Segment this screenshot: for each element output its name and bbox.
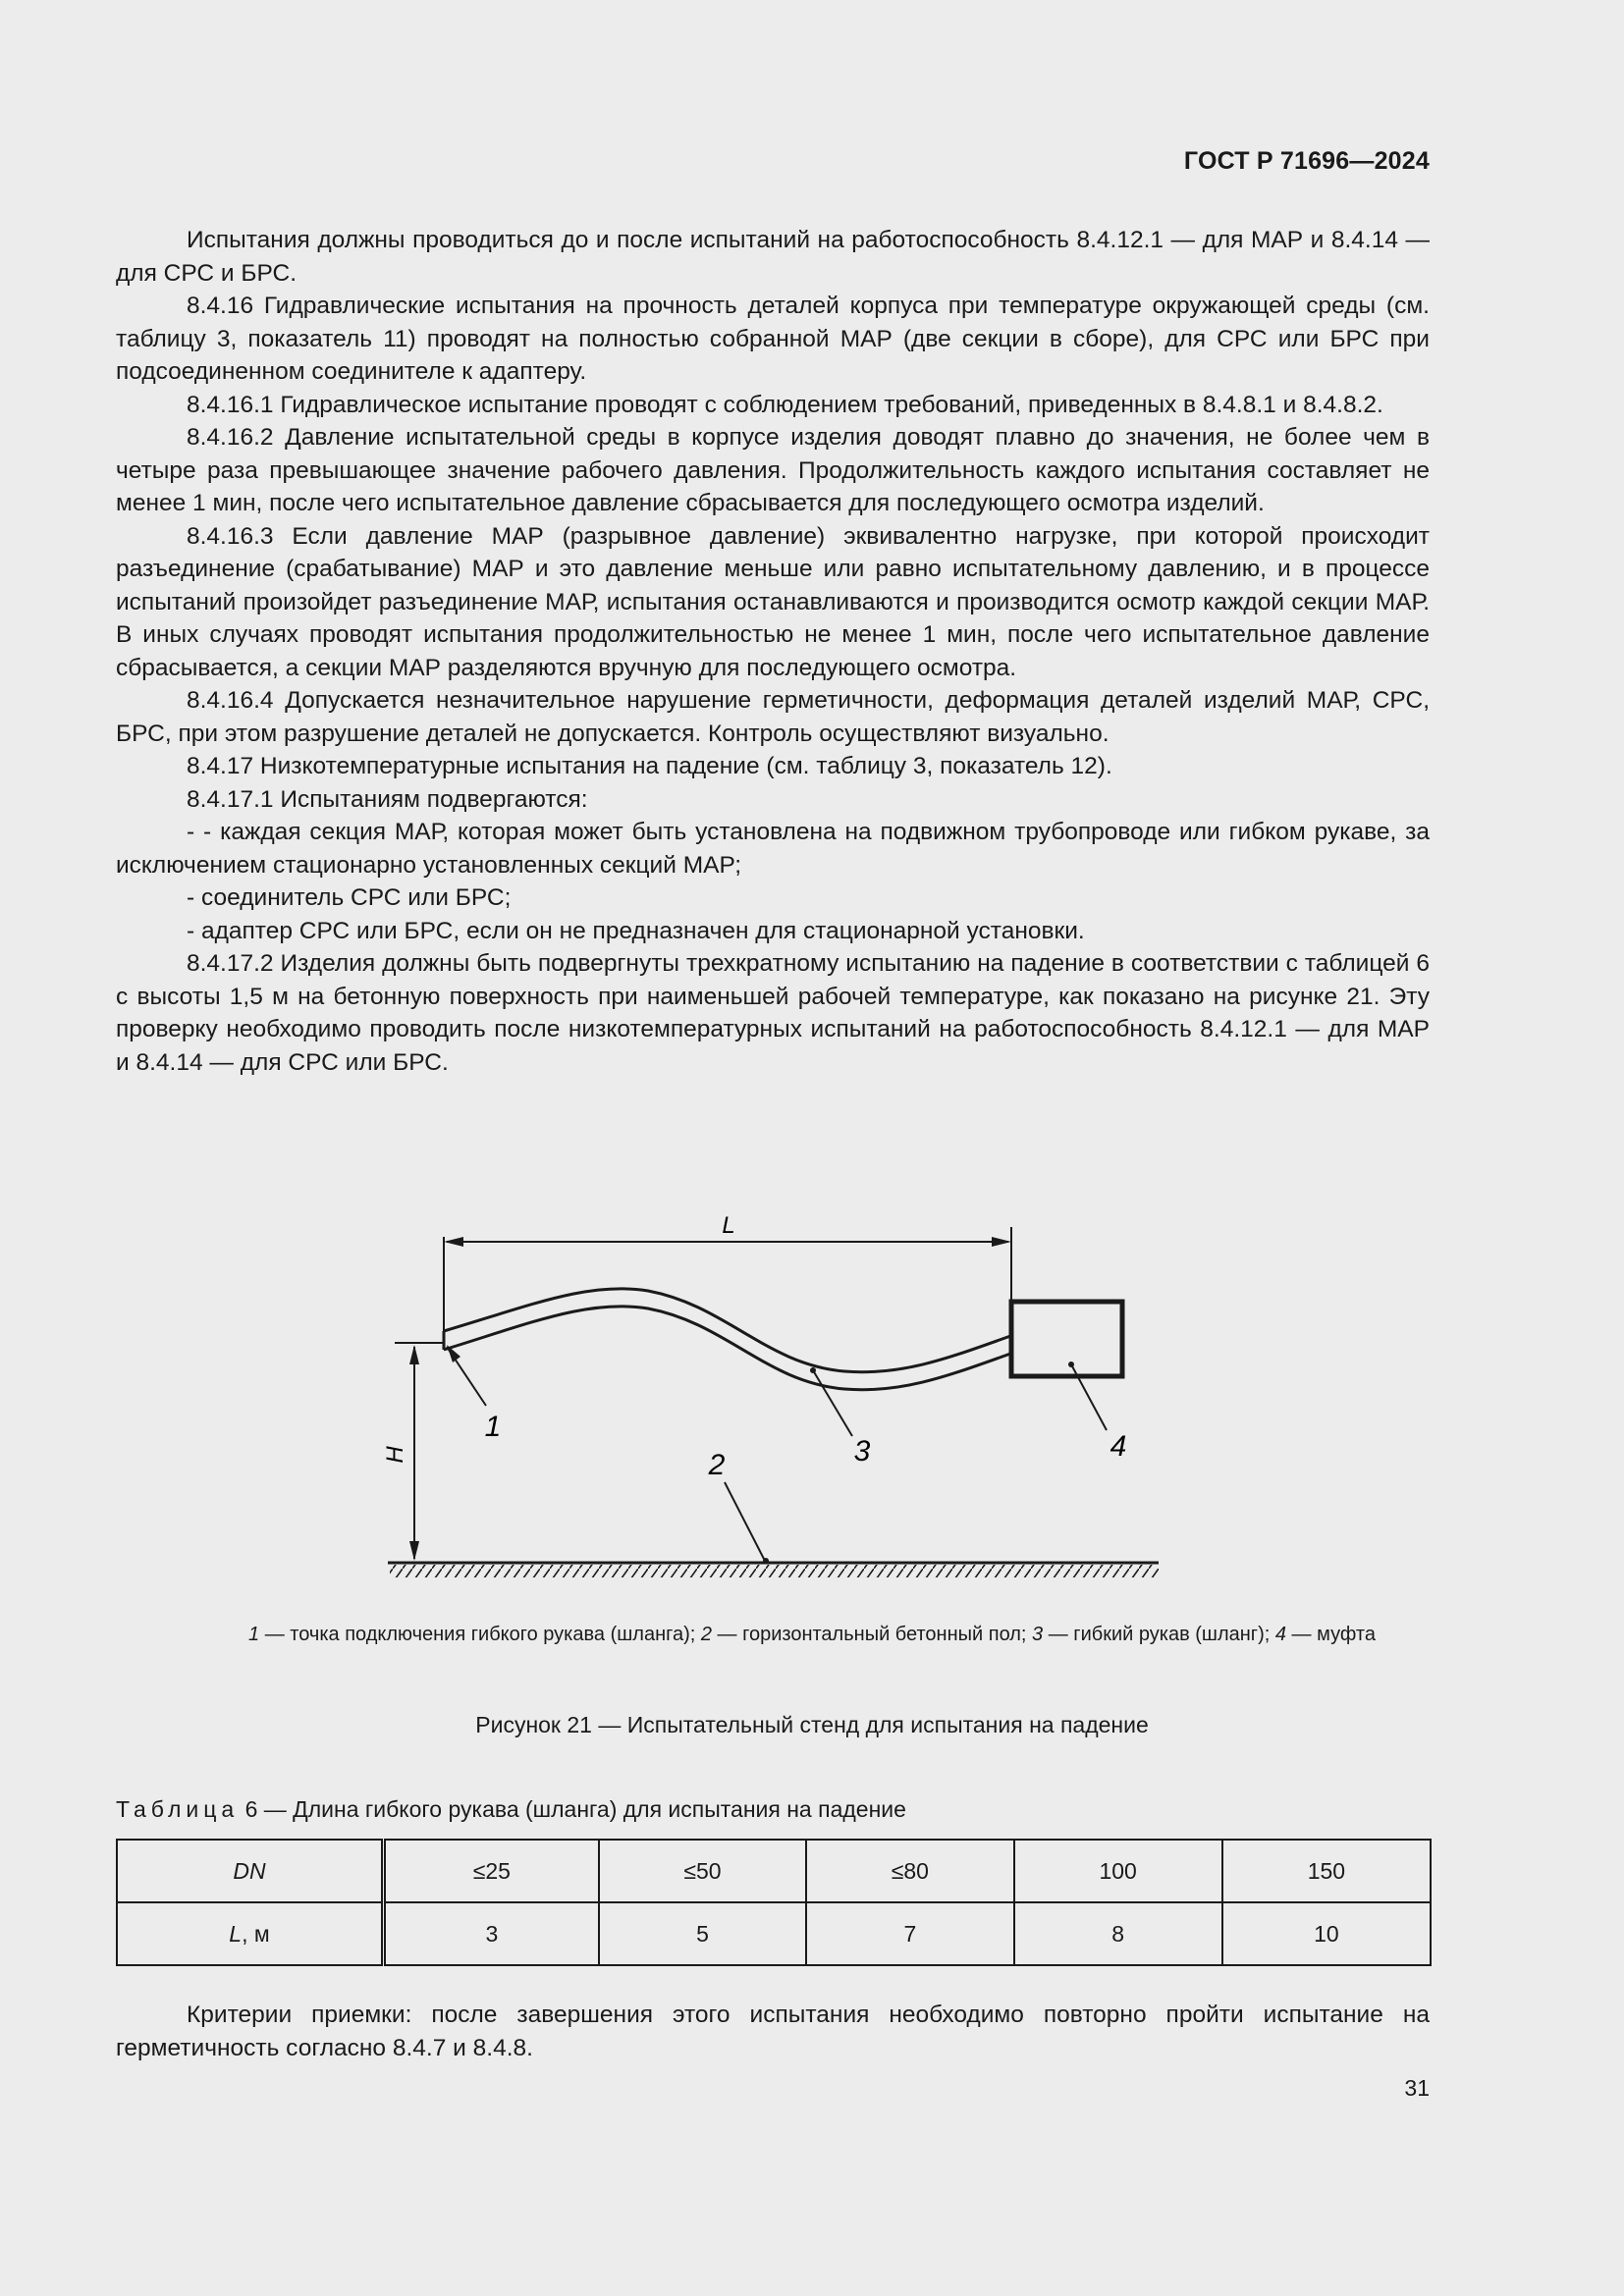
paragraph: 8.4.17 Низкотемпературные испытания на падение (см. таблицу 3, показатель 12). (187, 753, 1112, 779)
floor-hatching (390, 1565, 1159, 1577)
leader-dot (1068, 1362, 1074, 1367)
figure-caption: Рисунок 21 — Испытательный стенд для испытания на падение (475, 1712, 1149, 1737)
table-cell: 8 (1014, 1902, 1222, 1965)
paragraph: 8.4.16.2 Давление испытательной среды в корпусе изделия доводят плавно до значения, не более чем в четыре раза превышающее значение рабочего давления. Продолжительность каждого испытания составляет не менее 1 мин, после чего испытательное давление сбрасывается для последующего осмотра изделий. (116, 424, 1430, 516)
leader-line (813, 1370, 852, 1436)
arrowhead (409, 1541, 419, 1561)
table-hose-length (116, 1839, 1432, 1966)
figure-legend: 1 — точка подключения гибкого рукава (шланга); 2 — горизонтальный бетонный пол; 3 — гибкий рукав (шланг); 4 — муфта (248, 1624, 1376, 1645)
arrowhead (992, 1237, 1011, 1247)
paragraph: 8.4.16 Гидравлические испытания на прочность деталей корпуса при температуре окружающей среды (см. таблицу 3, показатель 11) проводят на полностью собранной МАР (две секции в сборе), для СРС или БРС при подсоединенном соединителе к адаптеру. (116, 293, 1430, 385)
list-item: - адаптер СРС или БРС, если он не предназначен для стационарной установки. (187, 917, 1085, 944)
drop-test-diagram (0, 1198, 1624, 1610)
table-cell: ≤80 (806, 1840, 1013, 1902)
table-cell: ≤25 (384, 1840, 599, 1902)
paragraph: 8.4.16.4 Допускается незначительное нарушение герметичности, деформация деталей изделий МАР, СРС, БРС, при этом разрушение деталей не допускается. Контроль осуществляют визуально. (116, 687, 1430, 747)
label-H: H (382, 1446, 408, 1464)
paragraph: 8.4.17.2 Изделия должны быть подвергнуты трехкратному испытанию на падение в соответствии с таблицей 6 с высоты 1,5 м на бетонную поверхность при наименьшей рабочей температуре, как показано на рисунке 21. Эту проверку необходимо проводить после низкотемпературных испытаний на работоспособность 8.4.12.1 — для МАР и 8.4.14 — для СРС или БРС. (116, 950, 1430, 1076)
paragraph: 8.4.16.3 Если давление МАР (разрывное давление) эквивалентно нагрузке, при которой происходит разъединение (срабатывание) МАР и это давление меньше или равно испытательному давлению, и в процессе испытаний произойдет разъединение МАР, испытания останавливаются и производится осмотр каждой секции МАР. В иных случаях проводят испытания продолжительностью не менее 1 мин, после чего испытательное давление сбрасывается, а секции МАР разделяются вручную для последующего осмотра. (116, 522, 1430, 681)
paragraph: 8.4.17.1 Испытаниям подвергаются: (187, 785, 588, 813)
arrowhead (409, 1345, 419, 1364)
hose-edge-top (444, 1289, 1013, 1372)
table-row-header: L, м (117, 1902, 384, 1965)
table-cell: 5 (599, 1902, 806, 1965)
table-cell: 150 (1222, 1840, 1431, 1902)
paragraph: Критерии приемки: после завершения этого испытания необходимо повторно пройти испытание на герметичность согласно 8.4.7 и 8.4.8. (116, 2002, 1430, 2061)
hose-edge-bottom (444, 1307, 1013, 1390)
callout-2: 2 (708, 1449, 726, 1481)
acceptance-criteria (116, 1999, 1430, 2064)
callout-1: 1 (484, 1411, 502, 1443)
table-row (117, 1902, 1431, 1965)
table-cell: 7 (806, 1902, 1013, 1965)
body-text (116, 224, 1430, 1079)
list-item: - соединитель СРС или БРС; (187, 884, 512, 911)
leader-dot (763, 1558, 769, 1564)
table-cell: 100 (1014, 1840, 1222, 1902)
table-title: Таблица 6 — Длина гибкого рукава (шланга) для испытания на падение (116, 1796, 906, 1822)
table-cell: 10 (1222, 1902, 1431, 1965)
list-item: - - каждая секция МАР, которая может быть установлена на подвижном трубопроводе или гибком рукаве, за исключением стационарно установленных секций МАР; (116, 816, 1430, 881)
coupling-box (1011, 1302, 1122, 1376)
label-L: L (722, 1212, 735, 1239)
table-cell: ≤50 (599, 1840, 806, 1902)
leader-dot (810, 1367, 816, 1373)
leader-line (725, 1482, 766, 1563)
table-row-header: DN (117, 1840, 384, 1902)
paragraph: 8.4.16.1 Гидравлическое испытание проводят с соблюдением требований, приведенных в 8.4.8.1 и 8.4.8.2. (187, 391, 1383, 418)
paragraph: Испытания должны проводиться до и после испытаний на работоспособность 8.4.12.1 — для МАР и 8.4.14 — для СРС и БРС. (116, 227, 1430, 287)
table-row (117, 1840, 1431, 1902)
table-cell: 3 (384, 1902, 599, 1965)
arrowhead (444, 1237, 463, 1247)
callout-3: 3 (853, 1435, 871, 1468)
callout-4: 4 (1110, 1430, 1127, 1463)
page-number: 31 (1404, 2075, 1430, 2101)
figure-drop-test-stand (0, 1198, 1624, 1610)
document-code: ГОСТ Р 71696—2024 (1183, 147, 1430, 175)
